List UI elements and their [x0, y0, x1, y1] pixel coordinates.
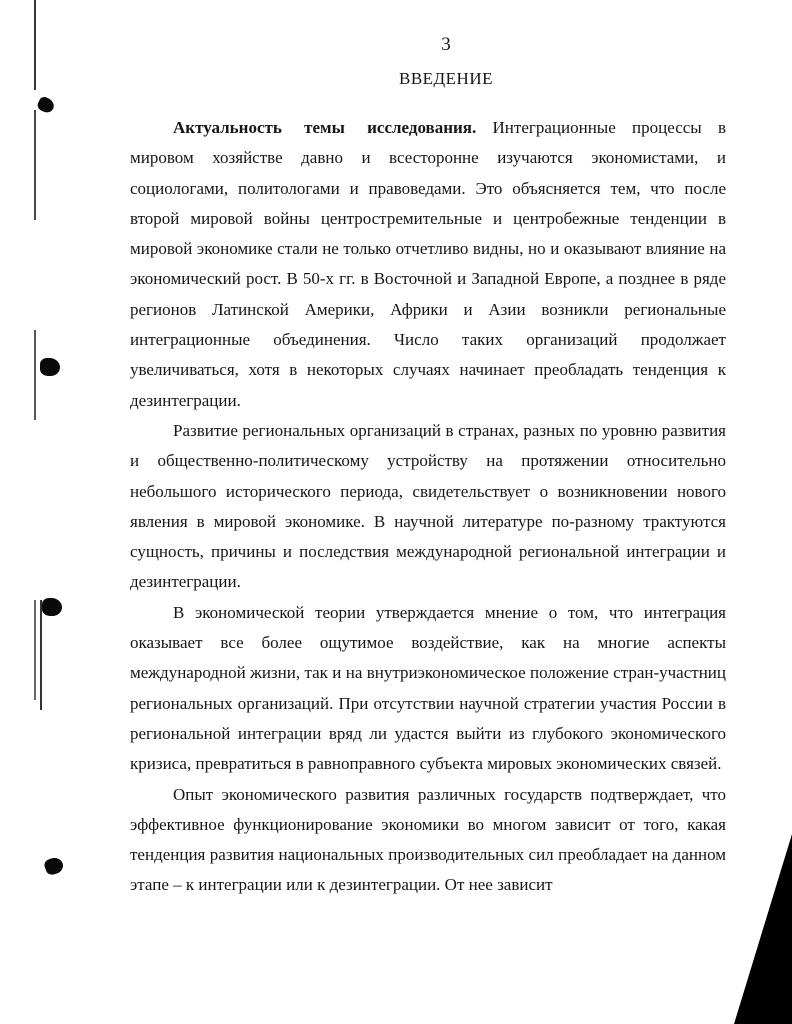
page-number: 3 [441, 34, 451, 55]
paragraph-relevance [130, 113, 726, 416]
binder-hole-mark [43, 855, 65, 876]
section-heading: ВВЕДЕНИЕ [399, 69, 493, 88]
scan-edge-line [34, 0, 36, 700]
scan-edge-line-lower [40, 600, 42, 710]
paragraph-text: Интеграционные процессы в мировом хозяйстве давно и всесторонне изучаются экономистами, и социологами, политологами и правоведами. Это объясняется тем, что после второй мировой войны центростремительные и центробежные тенденции в мировой экономике стали не только отчетливо видны, но и оказывают влияние на экономический рост. В 50-х гг. в Восточной и Западной Европе, а позднее в ряде регионов Латинской Америки, Африки и Азии возникли региональные интеграционные объединения. Число таких организаций продолжает увеличиваться, хотя в некоторых случаях начинает преобладать тенденция к дезинтеграции. [130, 118, 727, 410]
paragraph-economic-theory: В экономической теории утверждается мнение о том, что интеграция оказывает все более ощутимое воздействие, как на многие аспекты международной жизни, так и на внутриэкономическое положение стран-участниц региональных организаций. При отсутствии научной стратегии участия России в региональной интеграции вряд ли удастся выйти из глубокого экономического кризиса, превратиться в равноправного субъекта мировых экономических связей. [130, 602, 726, 774]
paragraph-regional-organizations: Развитие региональных организаций в странах, разных по уровню развития и общественно-политическому устройству на протяжении относительно небольшого исторического периода, свидетельствует о возникновении нового явления в мировой экономике. В научной литературе по-разному трактуются сущность, причины и последствия международной региональной интеграции и дезинтеграции. [130, 420, 726, 592]
binder-hole-mark [42, 598, 62, 616]
binder-hole-mark [40, 358, 60, 376]
body-text [130, 113, 726, 901]
scan-corner-shadow [734, 834, 792, 1024]
paragraph-development-experience: Опыт экономического развития различных государств подтверждает, что эффективное функционирование экономики во многом зависит от того, какая тенденция развития национальных производительных сил преобладает на данном этапе – к интеграции или к дезинтеграции. От нее зависит [130, 784, 726, 895]
binder-hole-mark [36, 95, 56, 114]
paragraph-lead: Актуальность темы исследования. [173, 118, 477, 137]
